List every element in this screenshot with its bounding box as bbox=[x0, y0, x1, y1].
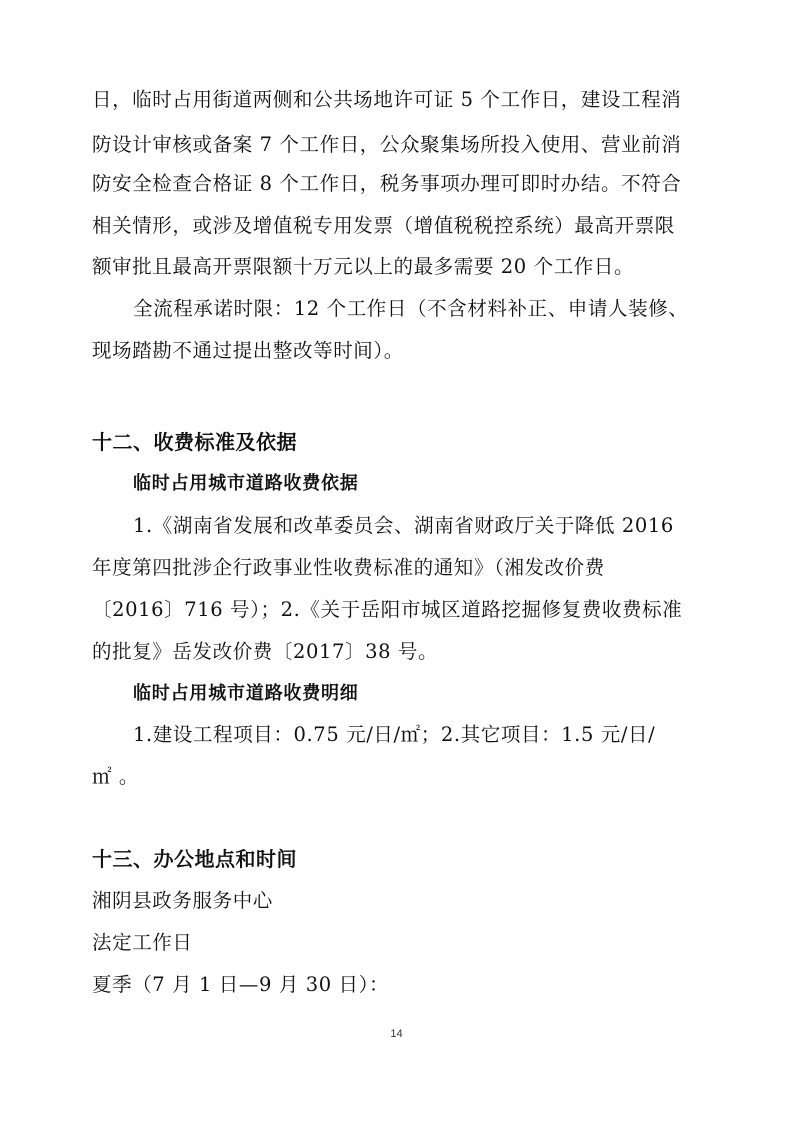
body-text-line: 法定工作日 bbox=[92, 931, 193, 954]
body-text-line: 防安全检查合格证 8 个工作日，税务事项办理可即时办结。不符合 bbox=[92, 172, 682, 195]
body-text-line: 额审批且最高开票限额十万元以上的最多需要 20 个工作日。 bbox=[92, 255, 635, 278]
body-text-line: 1.《湖南省发展和改革委员会、湖南省财政厅关于降低 2016 bbox=[133, 514, 674, 537]
body-text-line: 年度第四批涉企行政事业性收费标准的通知》（湘发改价费 bbox=[92, 556, 605, 579]
page-number: 14 bbox=[390, 1028, 403, 1040]
body-text-line: 现场踏勘不通过提出整改等时间）。 bbox=[92, 339, 404, 362]
body-text-line: 日，临时占用街道两侧和公共场地许可证 5 个工作日，建设工程消 bbox=[92, 88, 682, 111]
body-text-line: 的批复》岳发改价费〔2017〕38 号。 bbox=[92, 640, 439, 663]
body-text-line: 防设计审核或备案 7 个工作日，公众聚集场所投入使用、营业前消 bbox=[92, 133, 682, 156]
body-text-line: 1.建设工程项目：0.75 元/日/㎡；2.其它项目：1.5 元/日/ bbox=[133, 723, 656, 746]
body-text-line: 全流程承诺时限：12 个工作日（不含材料补正、申请人装修、 bbox=[133, 297, 689, 320]
body-text-line: 〔2016〕716 号）；2.《关于岳阳市城区道路挖掘修复费收费标准 bbox=[92, 598, 683, 621]
body-text-line: 夏季（7 月 1 日—9 月 30 日）： bbox=[92, 973, 390, 996]
fee-basis-title: 临时占用城市道路收费依据 bbox=[133, 473, 359, 494]
body-text-line: 湘阴县政务服务中心 bbox=[92, 889, 273, 912]
body-text-line: ㎡ 。 bbox=[92, 765, 139, 788]
section-heading-office: 十三、办公地点和时间 bbox=[92, 847, 297, 871]
body-text-line: 相关情形，或涉及增值税专用发票（增值税税控系统）最高开票限 bbox=[92, 214, 675, 237]
section-heading-fees: 十二、收费标准及依据 bbox=[92, 430, 297, 454]
fee-detail-title: 临时占用城市道路收费明细 bbox=[133, 683, 359, 704]
